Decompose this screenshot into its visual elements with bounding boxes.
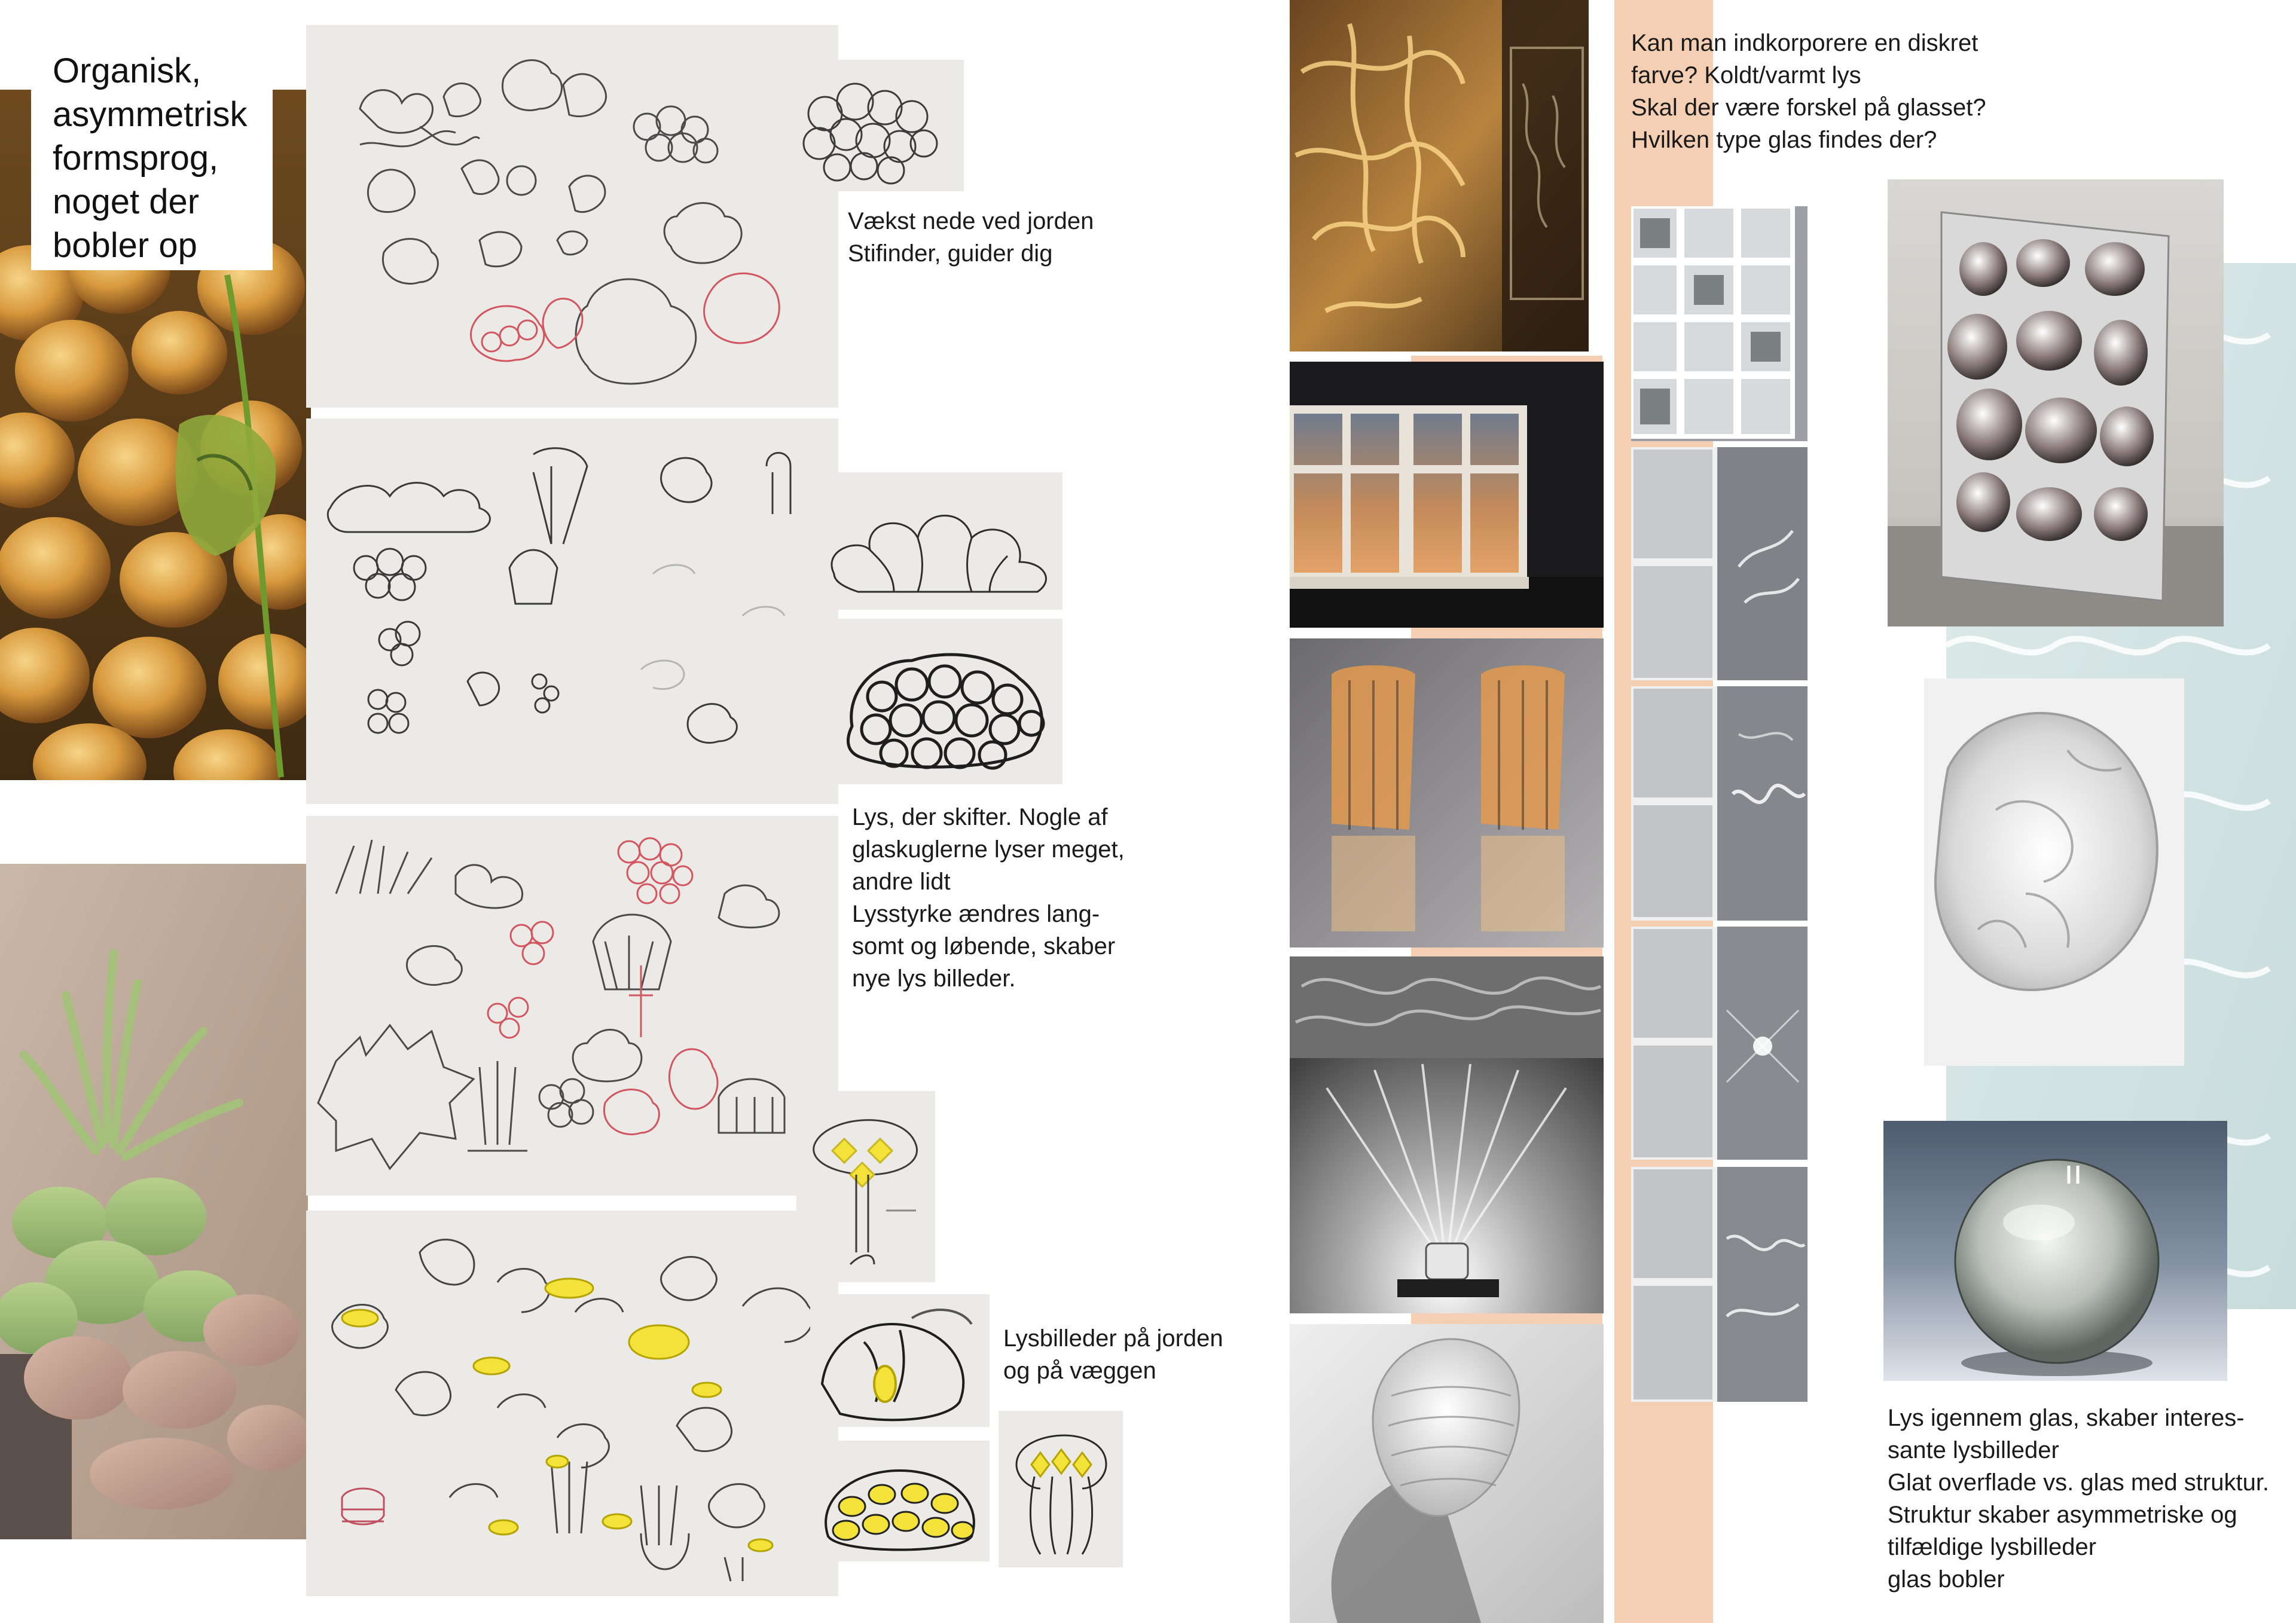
sketch-inset-3 xyxy=(828,619,1062,784)
sketch-inset-7 xyxy=(999,1411,1123,1567)
note-light-images xyxy=(1003,1322,1223,1387)
photo-glass-bubble xyxy=(1290,1324,1604,1623)
note-line: Lys igennem glas, skaber interes- xyxy=(1888,1405,2245,1431)
note-line: Lysbilleder på jorden xyxy=(1003,1325,1223,1352)
sketch-inset-1 xyxy=(783,60,964,191)
photo-glass-block-2 xyxy=(1631,447,1808,680)
note-line: og på væggen xyxy=(1003,1358,1156,1384)
note-line: Hvilken type glas findes der? xyxy=(1631,127,1937,153)
sketch-inset-6 xyxy=(810,1441,990,1561)
note-line: Skal der være forskel på glasset? xyxy=(1631,94,1986,121)
note-line: Vækst nede ved jorden xyxy=(848,208,1094,234)
note-glass xyxy=(1888,1402,2269,1596)
title-line: bobler op xyxy=(53,226,197,265)
title-line: formsprog, xyxy=(53,139,219,178)
note-line: Lysstyrke ændres lang- xyxy=(852,901,1100,927)
photo-glass-sphere xyxy=(1883,1121,2227,1381)
note-line: nye lys billeder. xyxy=(852,965,1016,992)
photo-caustic-lamp xyxy=(1290,956,1604,1313)
note-line: Struktur skaber asymmetriske og xyxy=(1888,1502,2237,1528)
note-line: Lys, der skifter. Nogle af xyxy=(852,804,1108,830)
note-line: glas bobler xyxy=(1888,1566,2005,1593)
photo-mirror-panel xyxy=(1888,179,2224,626)
note-line: andre lidt xyxy=(852,869,951,895)
photo-glass-block-4 xyxy=(1631,927,1808,1160)
photo-glass-block-3 xyxy=(1631,686,1808,921)
photo-glass-block-5 xyxy=(1631,1167,1808,1402)
note-line: Glat overflade vs. glas med struktur. xyxy=(1888,1469,2270,1496)
title-box xyxy=(31,25,273,270)
note-line: tilfældige lysbilleder xyxy=(1888,1534,2097,1560)
note-line: glaskuglerne lyser meget, xyxy=(852,836,1125,863)
photo-clear-glass-blob xyxy=(1924,678,2184,1066)
sketch-sheet-2 xyxy=(306,418,838,804)
note-line: sante lysbilleder xyxy=(1888,1437,2059,1463)
sketch-sheet-3 xyxy=(306,816,838,1196)
title-line: noget der xyxy=(53,182,200,221)
photo-warm-caustics xyxy=(1290,0,1589,352)
photo-succulent xyxy=(0,864,308,1539)
note-growth xyxy=(848,205,1094,270)
sketch-sheet-4 xyxy=(306,1211,838,1596)
photo-glass-block-1 xyxy=(1631,206,1808,441)
sketch-inset-2 xyxy=(810,472,1062,610)
sketch-sheet-1 xyxy=(306,25,838,408)
note-line: somt og løbende, skaber xyxy=(852,933,1116,959)
note-line: Stifinder, guider dig xyxy=(848,240,1053,267)
note-line: farve? Koldt/varmt lys xyxy=(1631,62,1861,88)
photo-window xyxy=(1290,362,1604,628)
title-line: Organisk, xyxy=(53,51,201,90)
sketch-inset-5 xyxy=(810,1294,990,1427)
photo-window-reflection xyxy=(1290,638,1604,947)
note-light-shift xyxy=(852,801,1125,995)
note-line: Kan man indkorporere en diskret xyxy=(1631,30,1979,56)
note-questions xyxy=(1631,27,1986,156)
title-line: asymmetrisk xyxy=(53,95,248,134)
